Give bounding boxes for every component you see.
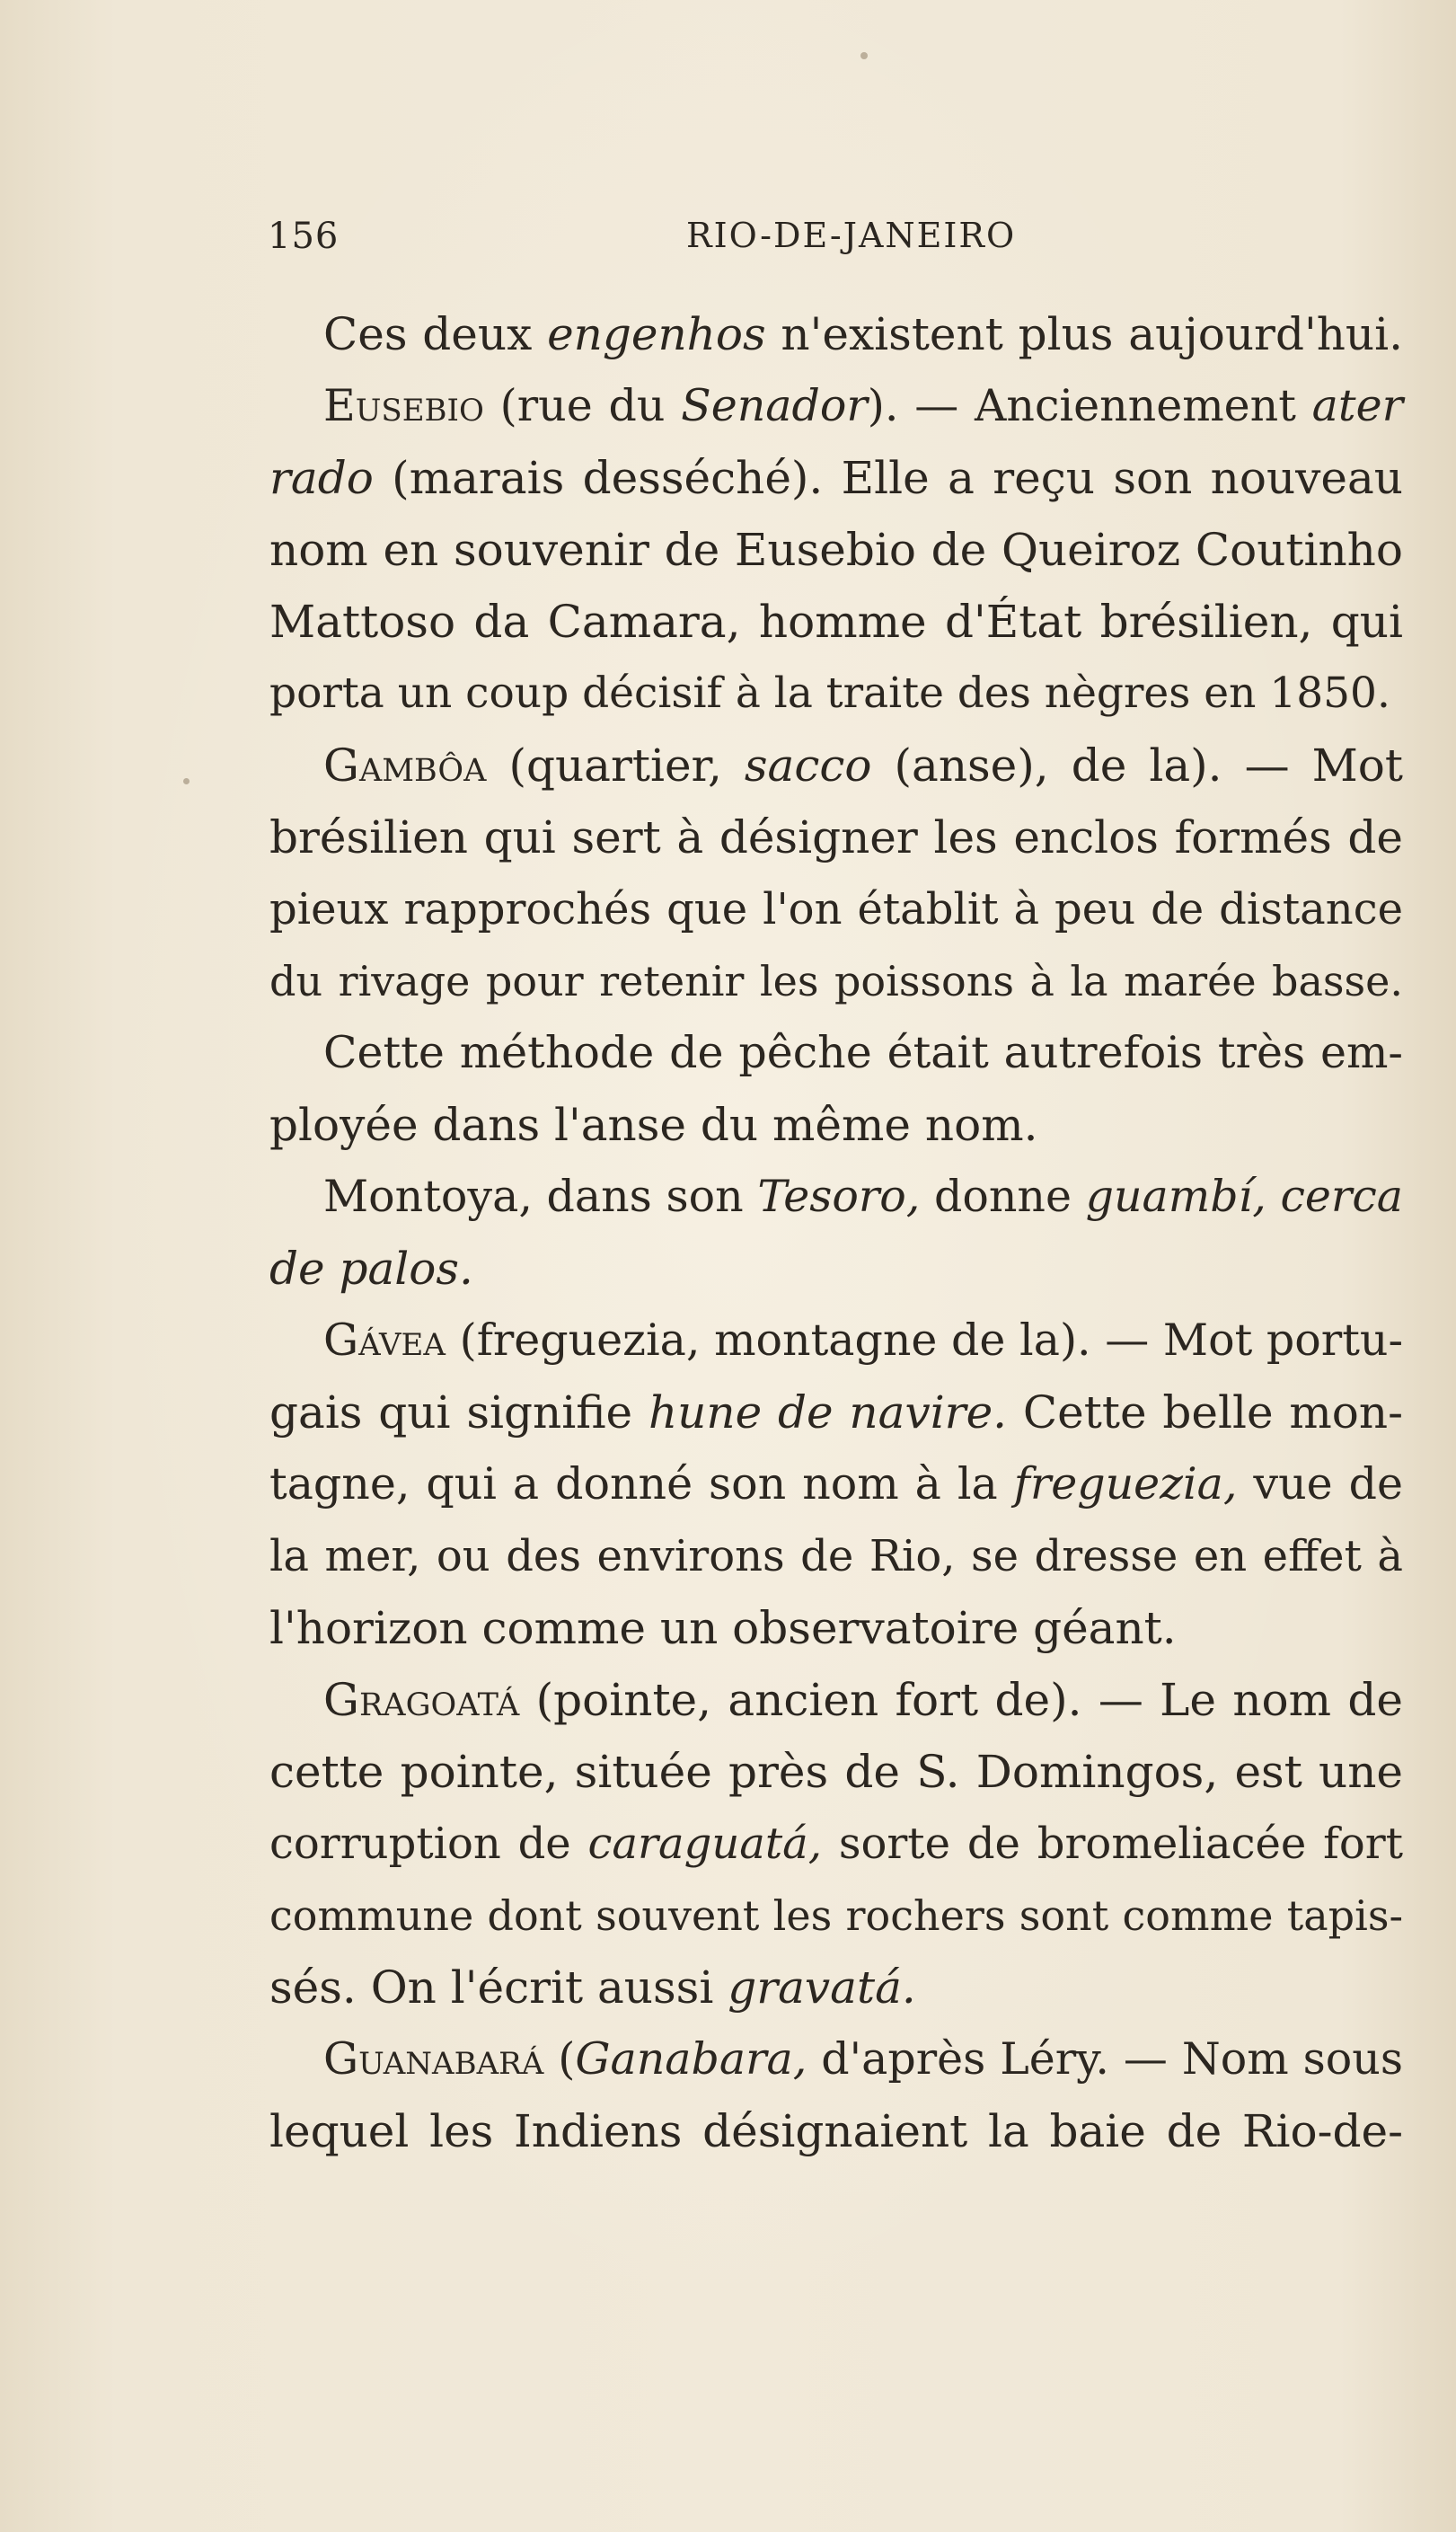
entry-gragoata: Gragoatá (pointe, ancien fort de). — Le nom de [323,1674,1403,1726]
running-head: RIO-DE-JANEIRO [686,216,1017,255]
text-line: Cette méthode de pêche était autrefois très em- [323,1027,1403,1078]
body-text [269,298,1403,2167]
text-line: Mattoso da Camara, homme d'État brésilien, qui [269,596,1403,648]
ink-speck [183,778,190,784]
text-line: rado (marais desséché). Elle a reçu son nouveau [269,452,1403,504]
headword: Guanabará [323,2033,544,2085]
text-line: ployée dans l'anse du même nom. [269,1099,1038,1151]
text-line: brésilien qui sert à désigner les enclos formés de [269,811,1403,863]
ink-speck [860,52,868,59]
text-line: pieux rapprochés que l'on établit à peu de distance [269,884,1403,934]
text-line: corruption de caraguatá, sorte de bromeliacée fort [269,1819,1403,1869]
page-number: 156 [268,216,340,257]
headword: Gambôa [323,739,487,792]
page-header [268,216,1220,270]
text-line: gais qui signifie hune de navire. Cette belle mon- [269,1386,1403,1439]
text-line: commune dont souvent les rochers sont comme tapis- [269,1891,1403,1940]
headword: Gragoatá [323,1674,520,1726]
text-line: de palos. [269,1243,473,1295]
entry-guanabara: Guanabará (Ganabara, d'après Léry. — Nom sous [323,2033,1403,2085]
text-line: sés. On l'écrit aussi gravatá. [269,1961,916,2014]
text-line: Montoya, dans son Tesoro, donne guambí, cerca [323,1171,1404,1222]
text-line: l'horizon comme un observatoire géant. [269,1602,1177,1654]
text-line: la mer, ou des environs de Rio, se dresse en effet à [269,1531,1403,1581]
text-line: lequel les Indiens désignaient la baie de Rio-de- [269,2105,1403,2157]
text-line: tagne, qui a donné son nom à la freguezia, vue de [269,1458,1403,1509]
text-line: du rivage pour retenir les poissons à la marée basse. [269,957,1403,1005]
headword: Gávea [323,1315,446,1366]
entry-eusebio: Eusebio (rue du Senador). — Anciennement ater [323,380,1403,431]
headword: Eusebio [323,380,484,431]
text-line: Ces deux engenhos n'existent plus aujourd'hui. [323,308,1403,360]
text-line: porta un coup décisif à la traite des nègres en 1850. [269,668,1390,718]
entry-gavea: Gávea (freguezia, montagne de la). — Mot portu- [323,1315,1403,1366]
text-line: nom en souvenir de Eusebio de Queiroz Coutinho [269,524,1403,576]
entry-gamboa: Gambôa (quartier, sacco (anse), de la). — Mot [323,739,1403,792]
text-line: cette pointe, située près de S. Domingos, est une [269,1746,1403,1798]
